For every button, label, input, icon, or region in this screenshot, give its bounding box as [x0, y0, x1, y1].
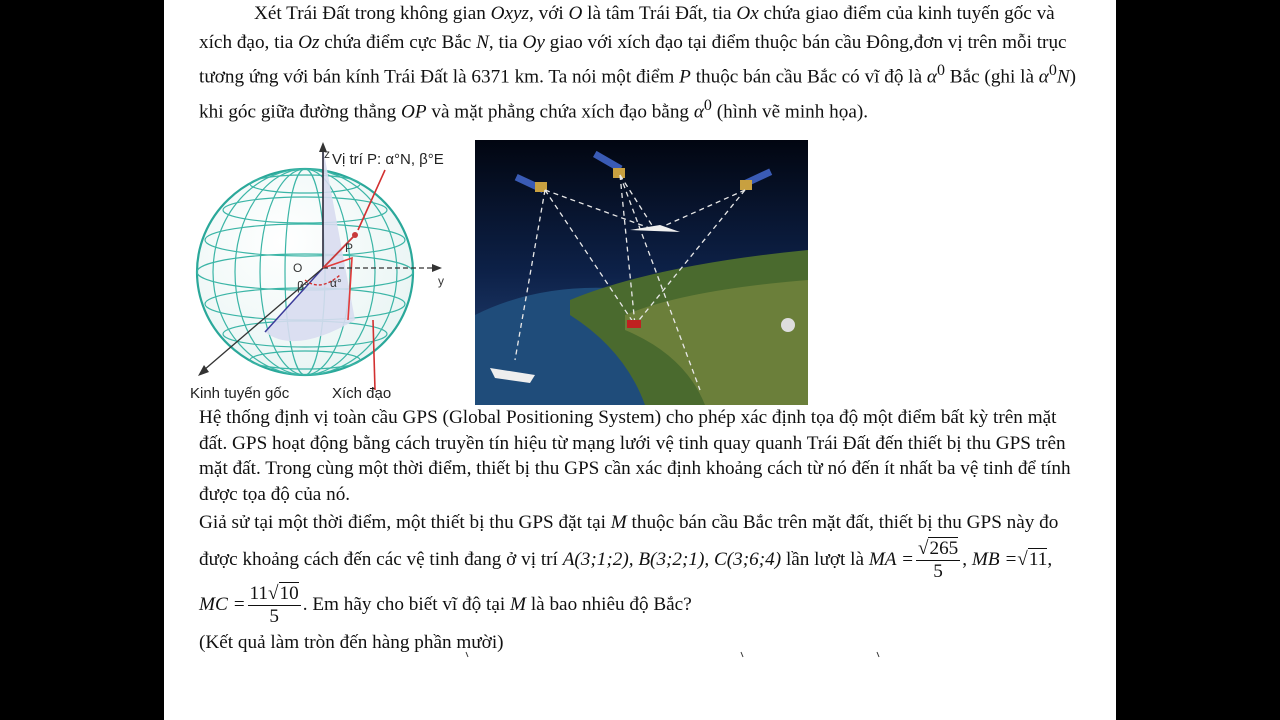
point-p [352, 232, 358, 238]
math-alpha: α [693, 101, 704, 123]
ma-denominator: 5 [933, 561, 943, 583]
math-p: P [679, 66, 691, 88]
math-mb: MB = [971, 548, 1018, 570]
math-alpha: α [926, 66, 937, 88]
y-arrowhead [432, 264, 442, 272]
math-oz: Oz [298, 31, 320, 53]
sqrt-sign: √ [1017, 548, 1028, 570]
label-z: z [324, 147, 330, 161]
math-ox: Ox [736, 3, 759, 24]
mc-radicand: 10 [279, 583, 299, 605]
mb-radicand: 11 [1028, 548, 1048, 570]
label-beta: β° [297, 279, 309, 293]
globe-diagram [190, 140, 475, 405]
rounding-note: (Kết quả làm tròn đến hàng phần mười) [199, 632, 504, 654]
math-oxyz: Oxyz [490, 3, 529, 24]
math-n: N [476, 31, 489, 53]
label-y: y [438, 274, 444, 288]
math-oy: Oy [522, 31, 545, 53]
math-n: N [1056, 66, 1070, 88]
degree-sup: 0 [1048, 62, 1057, 79]
document-page [164, 0, 1116, 720]
label-p: P [345, 241, 354, 255]
text-run: giao với xích đạo tại điểm thuộc bán cầu Đông,đơn vị trên mỗi trục tương ứng với bán kính Trái Đất là 6371 km. Ta nói một điểm [199, 31, 1067, 88]
label-o: O [293, 261, 303, 275]
globe-outline [197, 169, 413, 375]
separator: , [962, 548, 972, 570]
text-run: Giả sử tại một thời điểm, một thiết bị thu GPS đặt tại [199, 512, 611, 533]
cutoff-marks [164, 650, 1116, 658]
car [627, 320, 641, 328]
text-run: , tia [488, 31, 523, 53]
text-run: và mặt phẳng chứa xích đạo bằng [426, 101, 694, 123]
gps-paragraph: Hệ thống định vị toàn cầu GPS (Global Positioning System) cho phép xác định tọa độ một điểm bất kỳ trên mặt đất. GPS hoạt động bằng cách truyền tín hiệu từ mạng lưới vệ tinh quay quanh Trái Đất đến thiết bị thu GPS trên mặt đất. Trong cùng một thời điểm, thiết bị thu GPS cần xác định khoảng cách từ nó đến ít nhất ba vệ tinh để tính được tọa độ của nó. [199, 407, 1071, 505]
math-points: A(3;1;2), B(3;2;1), C(3;6;4) [562, 548, 782, 570]
degree-sup: 0 [937, 62, 945, 79]
text-run: lần lượt là [781, 548, 869, 570]
intro-paragraph [199, 0, 1079, 127]
text-run: ) khi góc giữa đường thẳng [199, 66, 1077, 123]
math-op: OP [401, 101, 427, 123]
mc-coefficient: 11 [249, 583, 269, 605]
sqrt-sign: √ [917, 538, 929, 559]
math-m: M [610, 512, 627, 533]
text-run: là bao nhiêu độ Bắc? [526, 594, 692, 616]
equator-caption: Xích đạo [332, 385, 392, 402]
math-o: O [568, 3, 583, 24]
mc-denominator: 5 [269, 606, 279, 628]
label-alpha: α° [330, 276, 342, 290]
text-run: thuộc bán cầu Bắc có vĩ độ là [690, 66, 927, 88]
text-run: . Em hãy cho biết vĩ độ tại [302, 594, 511, 616]
math-alpha: α [1038, 66, 1049, 88]
degree-sup: 0 [703, 96, 712, 114]
separator: , [1047, 548, 1053, 570]
text-run: chứa giao điểm của kinh tuyến gốc và xích đạo, tia [199, 3, 1055, 53]
fraction-ma [916, 538, 960, 583]
math-m: M [510, 594, 527, 616]
dish-antenna [781, 318, 795, 332]
text-run: , với [529, 3, 569, 24]
position-caption: Vị trí P: α°N, β°E [332, 151, 444, 168]
math-ma: MA = [868, 548, 914, 570]
text-run: chứa điểm cực Bắc [319, 31, 477, 53]
math-mc: MC = [199, 594, 246, 616]
ma-radicand: 265 [929, 538, 959, 559]
text-run: là tâm Trái Đất, tia [582, 3, 737, 24]
text-run: Bắc (ghi là [945, 66, 1039, 88]
question-paragraph [199, 508, 1079, 658]
gps-illustration [475, 140, 808, 405]
text-run: (hình vẽ minh họa). [711, 101, 869, 123]
fraction-mc [248, 583, 301, 628]
text-run: thuộc bán cầu Bắc trên mặt đất, thiết bị thu GPS này đo được khoảng cách đến các vệ tinh đang ở vị trí [199, 512, 1059, 570]
meridian-caption: Kinh tuyến gốc [190, 385, 290, 402]
text-run: Xét Trái Đất trong không gian [254, 3, 491, 24]
sqrt-sign: √ [268, 583, 279, 605]
